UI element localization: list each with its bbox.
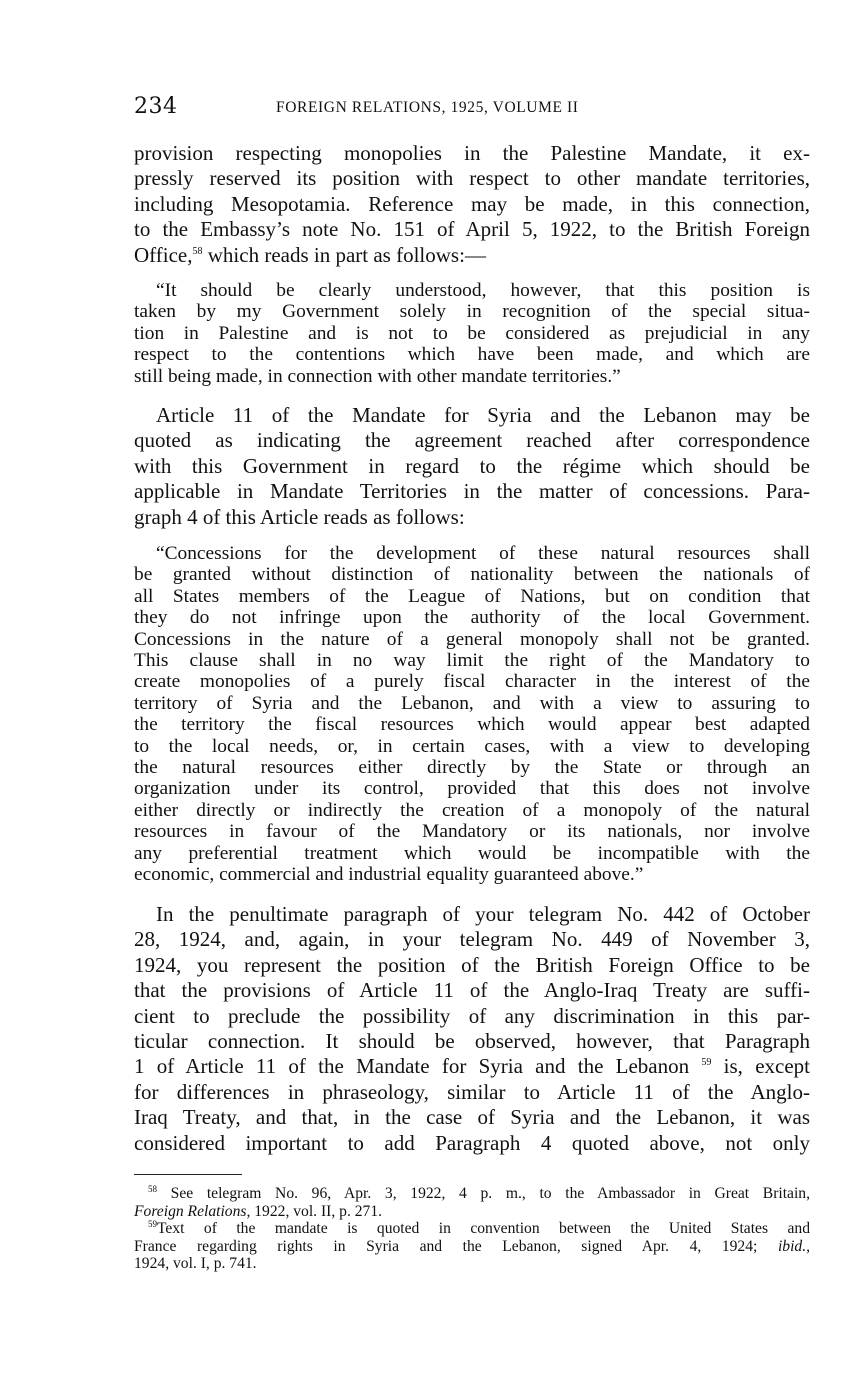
footnote-divider	[134, 1174, 242, 1175]
footnote-mark: 59	[148, 1219, 157, 1229]
text-line: 1924, you represent the position of the British Foreign Office to be	[134, 952, 810, 977]
page-header	[134, 92, 810, 122]
footnote-58-cont	[134, 1203, 810, 1221]
text-line: to the local needs, or, in certain cases, with a view to developing	[134, 735, 810, 757]
footnote-ref-58[interactable]: 58	[192, 245, 203, 257]
text-line: applicable in Mandate Territories in the matter of concessions. Para-	[134, 479, 810, 504]
text-fragment: Office,	[134, 242, 193, 267]
block-quote-1	[134, 280, 810, 387]
text-line: respect to the contentions which have been made, and which are	[134, 344, 810, 366]
text-line: ticular connection. It should be observed, however, that Paragraph	[134, 1029, 810, 1054]
text-line: In the penultimate paragraph of your telegram No. 442 of October	[156, 902, 810, 926]
text-line: to the Embassy’s note No. 151 of April 5, 1922, to the British Foreign	[134, 217, 810, 242]
footnote-59	[134, 1220, 810, 1238]
running-head: FOREIGN RELATIONS, 1925, VOLUME II	[276, 99, 579, 116]
footnote-text: Text of the mandate is quoted in convention between the United States and	[157, 1220, 810, 1238]
text-line: either directly or indirectly the creation of a monopoly of the natural	[134, 799, 810, 821]
text-line: any preferential treatment which would be incompatible with the	[134, 842, 810, 864]
text-line: cient to preclude the possibility of any discrimination in this par-	[134, 1003, 810, 1028]
text-line: the natural resources either directly by the State or through an	[134, 757, 810, 779]
text-fragment: is, except	[711, 1054, 810, 1079]
footnote-text: 1922, vol. II, p. 271.	[250, 1202, 383, 1220]
text-line: create monopolies of a purely fiscal character in the interest of the	[134, 671, 810, 693]
text-line: Concessions in the nature of a general monopoly shall not be granted.	[134, 628, 810, 650]
text-line: tion in Palestine and is not to be considered as prejudicial in any	[134, 322, 810, 344]
block-quote-2	[134, 543, 810, 886]
text-line: graph 4 of this Article reads as follows:	[134, 504, 465, 529]
text-line: including Mesopotamia. Reference may be made, in this connection,	[134, 191, 810, 216]
text-line: This clause shall in no way limit the right of the Mandatory to	[134, 650, 810, 672]
text-line: for differences in phraseology, similar to Article 11 of the Anglo-	[134, 1079, 810, 1104]
text-line: be granted without distinction of nationality between the nationals of	[134, 564, 810, 586]
paragraph-3	[134, 902, 810, 1156]
text-line: “Concessions for the development of these natural resources shall	[156, 543, 810, 564]
text-line	[134, 243, 810, 268]
text-line: that the provisions of Article 11 of the Anglo-Iraq Treaty are suffi-	[134, 978, 810, 1003]
text-line: quoted as indicating the agreement reached after correspondence	[134, 428, 810, 453]
text-line: with this Government in regard to the régime which should be	[134, 453, 810, 478]
text-line	[134, 1054, 810, 1079]
text-fragment: 1 of Article 11 of the Mandate for Syria and the Lebanon	[134, 1054, 702, 1079]
text-line: resources in favour of the Mandatory or its nationals, nor involve	[134, 821, 810, 843]
page-number: 234	[134, 94, 178, 119]
footnote-ref-59[interactable]: 59	[701, 1057, 712, 1069]
footnote-mark: 58	[148, 1183, 157, 1194]
text-line: provision respecting monopolies in the Palestine Mandate, it ex-	[134, 141, 810, 165]
text-line: the territory the fiscal resources which would appear best adapted	[134, 714, 810, 736]
text-line: “It should be clearly understood, however, that this position is	[156, 280, 810, 301]
text-line: considered important to add Paragraph 4 quoted above, not only	[134, 1130, 810, 1155]
text-line: they do not infringe upon the authority of the local Government.	[134, 607, 810, 629]
paragraph-1	[134, 141, 810, 268]
footnotes	[134, 1185, 810, 1273]
text-line: 28, 1924, and, again, in your telegram No. 449 of November 3,	[134, 927, 810, 952]
text-line: Iraq Treaty, and that, in the case of Syria and the Lebanon, it was	[134, 1105, 810, 1130]
text-line: territory of Syria and the Lebanon, and with a view to assuring to	[134, 692, 810, 714]
footnote-text: France regarding rights in Syria and the Lebanon, signed Apr. 4, 1924;	[134, 1237, 778, 1255]
text-line: organization under its control, provided that this does not involve	[134, 778, 810, 800]
paragraph-2	[134, 403, 810, 530]
footnote-59-cont	[134, 1238, 810, 1256]
text-line: pressly reserved its position with respect to other mandate territories,	[134, 166, 810, 191]
footnote-58	[134, 1185, 810, 1203]
footnote-italic: ibid.,	[777, 1237, 810, 1255]
text-line: taken by my Government solely in recognition of the special situa-	[134, 301, 810, 323]
text-line: still being made, in connection with other mandate territories.”	[134, 365, 621, 387]
text-fragment: which reads in part as follows:—	[202, 242, 486, 267]
footnote-italic: Foreign Relations,	[134, 1202, 251, 1220]
footnote-59-cont: 1924, vol. I, p. 741.	[134, 1255, 257, 1273]
text-line: Article 11 of the Mandate for Syria and the Lebanon may be	[156, 403, 810, 427]
text-line: economic, commercial and industrial equality guaranteed above.”	[134, 864, 644, 886]
footnote-text: See telegram No. 96, Apr. 3, 1922, 4 p. m., to the Ambassador in Great Britain,	[170, 1185, 810, 1202]
text-line: all States members of the League of Nations, but on condition that	[134, 585, 810, 607]
